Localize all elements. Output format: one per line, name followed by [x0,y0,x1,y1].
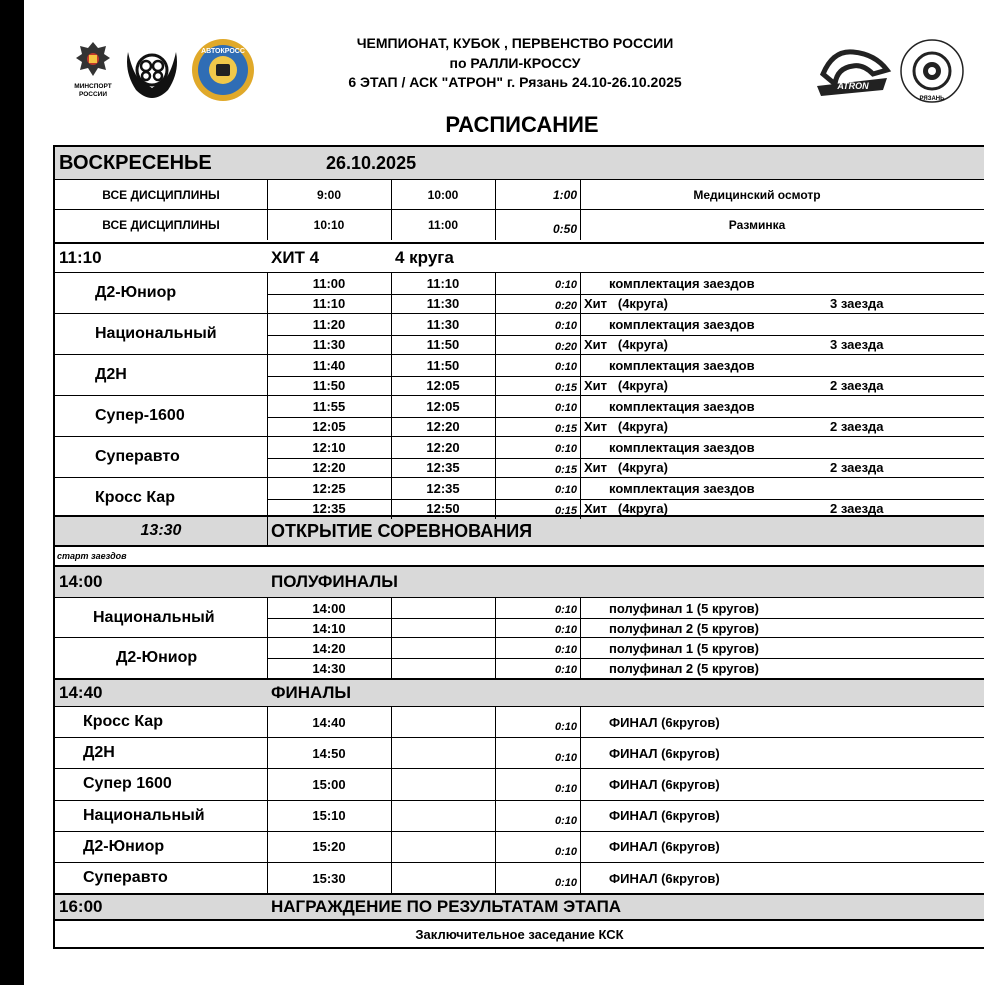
heat-row [55,437,984,458]
heat-start: 12:20 [312,460,346,476]
start-note-row [55,545,984,565]
semi-start: 14:00 [312,600,346,616]
closing-row [55,919,984,947]
heat-duration: 0:15 [554,422,577,435]
prelim-start: 10:10 [313,217,345,232]
heat-duration: 0:15 [554,381,577,394]
heat-start: 11:40 [312,357,346,373]
heat-group [55,395,984,436]
svg-text:РОССИИ: РОССИИ [78,91,108,98]
prelim-who: ВСЕ ДИСЦИПЛИНЫ [102,187,220,202]
final-start: 15:00 [312,776,346,792]
final-duration: 0:10 [554,721,577,734]
heat-duration: 0:15 [554,504,577,517]
finals-section-header [55,678,984,706]
heat-end: 11:10 [426,275,460,291]
final-start: 15:10 [312,808,346,824]
semis-section-time: 14:00 [59,572,103,591]
final-event: ФИНАЛ (6кругов) [609,808,720,824]
semi-duration: 0:10 [554,604,577,616]
heat-class: Кросс Кар [95,489,175,506]
awards-time: 16:00 [59,897,103,916]
heat-end: 12:05 [426,378,460,394]
opening-row [55,515,984,545]
semi-row [55,658,984,678]
heat-start: 11:50 [312,378,346,394]
semi-class: Д2-Юниор [116,648,198,666]
heat-start: 11:20 [312,316,346,332]
heat-row [55,376,984,397]
heat-group [55,272,984,313]
heat-row [55,458,984,479]
heat-row [55,396,984,417]
final-class: Д2-Юниор [83,837,165,855]
heat-group [55,313,984,354]
final-event: ФИНАЛ (6кругов) [609,839,720,855]
final-class: Суперавто [83,869,168,887]
heat-count: 2 заезда [830,378,884,394]
heat-event: комплектация заездов [609,480,755,496]
heat-event: комплектация заездов [609,357,755,373]
heat-event: Хит (4круга) [584,501,668,517]
final-event: ФИНАЛ (6кругов) [609,776,720,792]
heat-class: Суперавто [95,448,180,465]
heat-event: комплектация заездов [609,439,755,455]
semi-start: 14:30 [312,660,346,676]
heat-class: Супер-1600 [95,407,185,424]
semi-event: полуфинал 1 (5 кругов) [609,640,759,656]
heat-class: Д2-Юниор [95,284,177,301]
heat-group [55,354,984,395]
heat-duration: 0:10 [554,320,577,333]
day-name: ВОСКРЕСЕНЬЕ [59,151,212,174]
heat-count: 3 заезда [830,337,884,353]
heat-end: 11:50 [426,357,460,373]
heat-start: 12:10 [312,439,346,455]
start-note: старт заездов [57,551,127,561]
heat-class: Национальный [95,325,217,342]
final-duration: 0:10 [554,752,577,765]
semi-row [55,598,984,618]
final-start: 15:30 [312,870,346,886]
heat-end: 12:20 [426,439,460,455]
heat-row [55,355,984,376]
prelim-end: 11:00 [427,217,459,232]
heat-end: 12:05 [426,398,460,414]
heat-row [55,417,984,438]
awards-row [55,893,984,919]
heat-duration: 0:10 [554,443,577,456]
heat-event: Хит (4круга) [584,419,668,435]
heat-event: комплектация заездов [609,398,755,414]
semi-row [55,638,984,658]
prelim-duration: 1:00 [552,187,577,202]
heat-event: Хит (4круга) [584,296,668,312]
heat-end: 12:35 [426,460,460,476]
federation-logo [898,38,966,104]
heat-section-time: 11:10 [59,248,102,267]
schedule-table [53,145,984,949]
opening-time: 13:30 [140,522,182,539]
heat-row [55,478,984,499]
heat-count: 2 заезда [830,501,884,517]
final-duration: 0:10 [554,877,577,890]
heat-group [55,477,984,518]
final-class: Кросс Кар [83,713,163,731]
heat-group [55,436,984,477]
heat-start: 11:10 [312,296,346,312]
heat-row [55,314,984,335]
final-duration: 0:10 [554,814,577,827]
semi-group [55,597,984,637]
heat-duration: 0:20 [554,299,577,312]
autocross-text: АВТОКРОСС [201,48,245,55]
final-start: 14:50 [312,745,346,761]
semis-section-header [55,565,984,597]
heat-start: 12:25 [312,480,346,496]
final-start: 14:40 [312,714,346,730]
semi-duration: 0:10 [554,664,577,676]
semi-class: Национальный [93,608,215,626]
heat-row [55,335,984,356]
semi-duration: 0:10 [554,644,577,656]
svg-text:ATRON: ATRON [837,81,869,91]
prelim-duration: 0:50 [552,221,577,236]
final-class: Национальный [83,806,205,824]
finals-section-time: 14:40 [59,683,103,702]
final-row [55,768,984,799]
heat-start: 12:35 [312,501,346,517]
heat-end: 11:30 [426,296,460,312]
prelim-start: 9:00 [316,187,342,202]
heat-count: 3 заезда [830,296,884,312]
final-start: 15:20 [312,839,346,855]
heat-event: Хит (4круга) [584,337,668,353]
day-date: 26.10.2025 [326,152,417,173]
semi-start: 14:10 [312,620,346,636]
heat-duration: 0:10 [554,361,577,374]
heat-start: 12:05 [312,419,346,435]
heat-end: 12:20 [426,419,460,435]
final-row [55,800,984,831]
heat-section-title: ХИТ 4 [271,248,320,267]
semis-section-title: ПОЛУФИНАЛЫ [271,572,398,591]
semi-group [55,637,984,677]
awards-title: НАГРАЖДЕНИЕ ПО РЕЗУЛЬТАТАМ ЭТАПА [271,897,622,916]
heat-start: 11:55 [312,398,346,414]
final-class: Супер 1600 [83,775,172,793]
prelim-who: ВСЕ ДИСЦИПЛИНЫ [102,217,220,232]
heat-duration: 0:10 [554,484,577,497]
heat-end: 12:35 [426,480,460,496]
semi-duration: 0:10 [554,624,577,636]
heat-section-header [55,242,984,272]
prelim-event: Разминка [728,217,786,232]
heat-event: Хит (4круга) [584,460,668,476]
heat-duration: 0:20 [554,340,577,353]
semi-row [55,618,984,638]
semi-event: полуфинал 2 (5 кругов) [609,620,759,636]
heat-count: 2 заезда [830,419,884,435]
heat-row [55,273,984,294]
header-line-3: 6 ЭТАП / АСК "АТРОН" г. Рязань 24.10-26.10.2025 [348,74,682,90]
final-row [55,706,984,737]
heat-section-laps: 4 круга [395,248,454,267]
minsport-text: МИНСПОРТ [74,83,112,90]
heat-class: Д2Н [95,366,127,383]
day-header-row [55,147,984,179]
final-row [55,831,984,862]
header-line-2: по РАЛЛИ-КРОССУ [449,55,581,71]
heat-end: 12:50 [426,501,460,517]
semi-start: 14:20 [312,640,346,656]
heat-end: 11:50 [426,337,460,353]
opening-title: ОТКРЫТИЕ СОРЕВНОВАНИЯ [271,520,533,541]
final-row [55,862,984,893]
semi-event: полуфинал 2 (5 кругов) [609,660,759,676]
header-line-1: ЧЕМПИОНАТ, КУБОК , ПЕРВЕНСТВО РОССИИ [356,35,674,51]
prelim-row [55,179,984,209]
prelim-row [55,209,984,239]
heat-duration: 0:10 [554,402,577,415]
heat-event: Хит (4круга) [584,378,668,394]
heat-start: 11:30 [312,337,346,353]
final-event: ФИНАЛ (6кругов) [609,714,720,730]
final-duration: 0:10 [554,783,577,796]
heat-count: 2 заезда [830,460,884,476]
atron-logo [813,44,893,100]
heat-start: 11:00 [312,275,346,291]
prelim-event: Медицинский осмотр [693,187,821,202]
heat-duration: 0:10 [554,279,577,292]
heat-end: 11:30 [426,316,460,332]
final-event: ФИНАЛ (6кругов) [609,870,720,886]
federation-city: РЯЗАНЬ [919,96,945,102]
final-row [55,737,984,768]
prelim-end: 10:00 [427,187,459,202]
finals-section-title: ФИНАЛЫ [271,683,352,702]
final-duration: 0:10 [554,845,577,858]
heat-row [55,499,984,520]
heat-row [55,294,984,315]
heat-duration: 0:15 [554,463,577,476]
final-class: Д2Н [83,744,115,762]
schedule-title: РАСПИСАНИЕ [445,112,599,137]
final-event: ФИНАЛ (6кругов) [609,745,720,761]
semi-event: полуфинал 1 (5 кругов) [609,600,759,616]
heat-event: комплектация заездов [609,275,755,291]
closing-text: Заключительное заседание КСК [415,926,624,942]
heat-event: комплектация заездов [609,316,755,332]
